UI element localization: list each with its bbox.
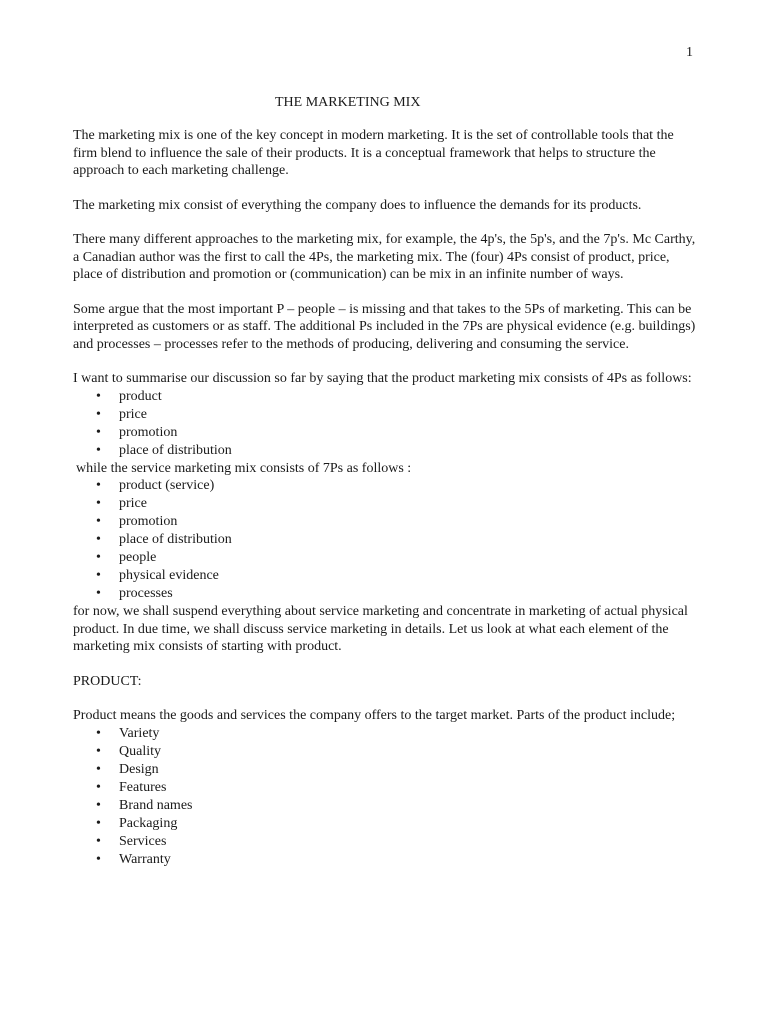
document-body [73, 127, 701, 869]
bullet-icon: • [96, 478, 101, 493]
bullet-icon: • [96, 424, 101, 440]
bullet-icon: • [96, 406, 101, 422]
list-item: • price [96, 496, 147, 511]
bullet-icon: • [96, 779, 101, 795]
list-item: • Variety [96, 725, 160, 741]
bullet-icon: • [96, 532, 101, 547]
paragraph-5ps-7ps: Some argue that the most important P – people – is missing and that takes to the 5Ps of marketing. This can be interpreted as customers or as staff. The additional Ps included in the 7Ps are physical evidence (e.g. buildings) and processes – processes refer to the methods of producing, delivering and consuming the service. [73, 301, 696, 352]
bullet-icon: • [96, 442, 101, 458]
bullet-icon: • [96, 496, 101, 511]
bullet-icon: • [96, 743, 101, 759]
list-item: • Quality [96, 743, 161, 759]
paragraph-approaches: There many different approaches to the marketing mix, for example, the 4p's, the 5p's, and the 7p's. Mc Carthy, a Canadian author was the first to call the 4Ps, the marketing mix. The (four) 4Ps consist of product, price, place of distribution and promotion or (communication) can be mix in an infinite number of ways. [73, 232, 696, 282]
page-number: 1 [686, 45, 693, 60]
paragraph-summary: I want to summarise our discussion so far by saying that the product marketing mix consists of 4Ps as follows: [73, 371, 692, 386]
list-item: • physical evidence [96, 568, 219, 583]
list-service-7ps [73, 477, 701, 603]
bullet-icon: • [96, 797, 101, 813]
bullet-icon: • [96, 550, 101, 565]
bullet-icon: • [96, 568, 101, 583]
document-title: THE MARKETING MIX [275, 95, 421, 110]
list-item: • Packaging [96, 815, 178, 831]
bullet-icon: • [96, 514, 101, 529]
bullet-icon: • [96, 833, 101, 849]
list-item: • Brand names [96, 797, 193, 813]
bullet-icon: • [96, 761, 101, 777]
list-item: • product [96, 388, 162, 404]
list-item: • processes [96, 586, 173, 601]
paragraph-product-definition: Product means the goods and services the company offers to the target market. Parts of the product include; [73, 708, 676, 723]
list-item: • Features [96, 779, 167, 795]
list-product-parts [73, 725, 701, 869]
paragraph-focus-product: for now, we shall suspend everything about service marketing and concentrate in marketing of actual physical product. In due time, we shall discuss service marketing in details. Let us look at what each element of the marketing mix consists of starting with product. [73, 604, 688, 654]
list-item: • promotion [96, 424, 178, 440]
paragraph-definition: The marketing mix consist of everything the company does to influence the demands for its products. [73, 197, 642, 213]
list-item: • place of distribution [96, 442, 232, 458]
bullet-icon: • [96, 725, 101, 741]
list-product-4ps [73, 388, 701, 460]
paragraph-intro: The marketing mix is one of the key concept in modern marketing. It is the set of controllable tools that the firm blend to influence the sale of their products. It is a conceptual framework that helps to structure the approach to each marketing challenge. [73, 128, 674, 178]
list-item: • Design [96, 761, 159, 777]
paragraph-service-intro: while the service marketing mix consists of 7Ps as follows : [76, 460, 412, 476]
bullet-icon: • [96, 388, 101, 404]
bullet-icon: • [96, 815, 101, 831]
list-item: • Warranty [96, 851, 171, 867]
bullet-icon: • [96, 851, 101, 867]
list-item: • product (service) [96, 478, 215, 493]
list-item: • price [96, 406, 147, 422]
list-item: • promotion [96, 514, 178, 529]
bullet-icon: • [96, 586, 101, 601]
list-item: • people [96, 550, 157, 565]
section-heading-product: PRODUCT: [73, 673, 142, 689]
list-item: • place of distribution [96, 532, 232, 547]
list-item: • Services [96, 833, 167, 849]
